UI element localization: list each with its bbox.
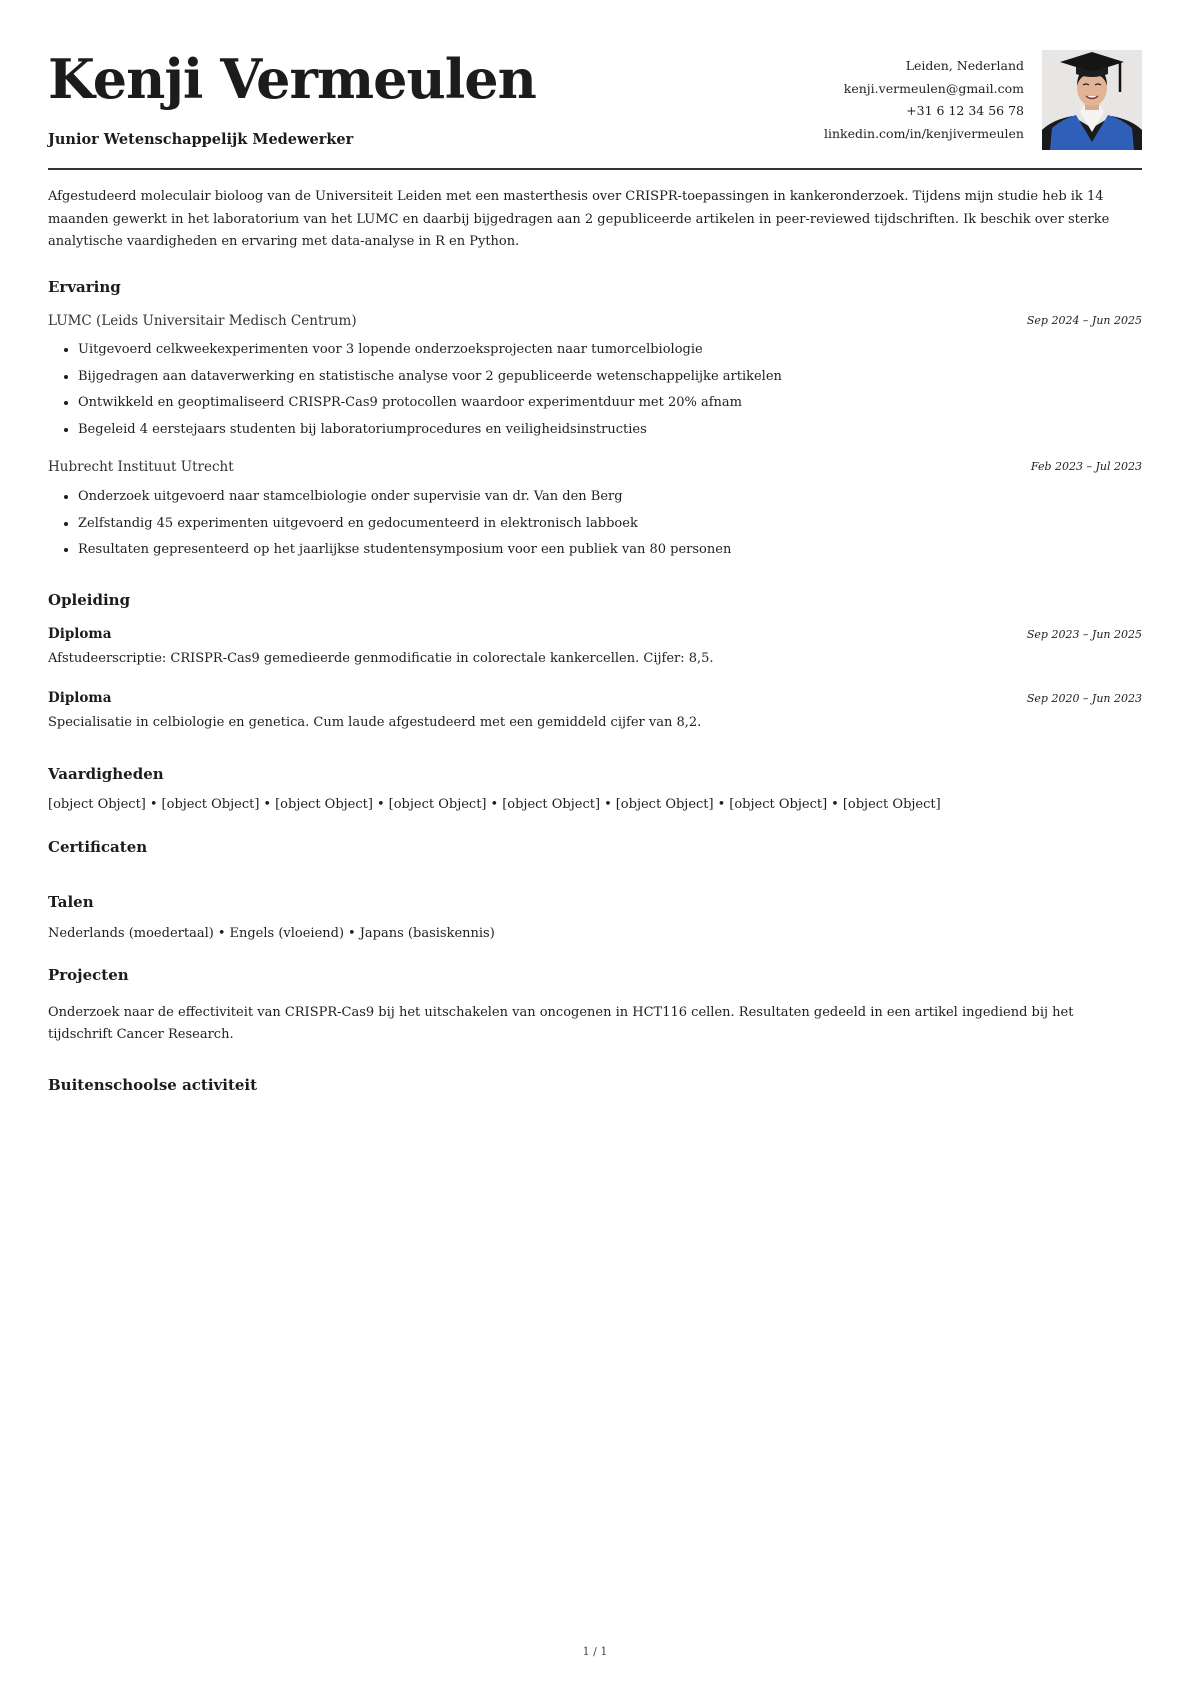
language-item: Engels (vloeiend) [229,926,345,941]
section-title-languages: Talen [48,893,94,911]
contact-block [824,55,1024,145]
resume-page [48,0,1142,1094]
experience-bullet: • Resultaten gepresenteerd op het jaarlijkse studentensymposium voor een publiek van 80 personen [78,537,731,564]
bullet-separator: • [149,797,158,812]
graduate-portrait-icon [1042,50,1142,150]
education-degree: Diploma [48,626,112,642]
bullet-separator: • [717,797,726,812]
contact-phone: +31 6 12 34 56 78 [906,103,1024,118]
resume-header [48,0,1142,170]
bullet-separator: • [217,926,226,941]
skill-item: [object Object] [842,797,941,812]
candidate-headline: Junior Wetenschappelijk Medewerker [48,131,354,148]
bullet-separator: • [376,797,385,812]
experience-bullet: • Begeleid 4 eerstejaars studenten bij laboratoriumprocedures en veiligheidsinstructies [78,417,782,444]
section-title-extracurricular: Buitenschoolse activiteit [48,1076,258,1094]
section-title-experience: Ervaring [48,278,121,296]
skill-item: [object Object] [275,797,373,812]
profile-summary: Afgestudeerd moleculair bioloog van de Universiteit Leiden met een masterthesis over CRISPR-toepassingen in kankeronderzoek. Tijdens mijn studie heb ik 14 maanden gewerkt in het laboratorium van het LUMC en daarbij bijgedragen aan 2 gepubliceerde artikelen in peer-reviewed tijdschriften. Ik beschik over sterke analytische vaardigheden en ervaring met data-analyse in R en Python. [48,189,1110,249]
skills-list [48,797,941,812]
skill-item: [object Object] [388,797,487,812]
contact-location: Leiden, Nederland [905,58,1024,73]
profile-photo [1042,50,1142,150]
education-degree: Diploma [48,690,112,706]
language-item: Japans (basiskennis) [359,926,495,941]
experience-date: Feb 2023 – Jul 2023 [1030,460,1142,473]
bullet-separator: • [831,797,839,812]
education-description: Specialisatie in celbiologie en genetica. Cum laude afgestudeerd met een gemiddeld cijfer van 8,2. [48,715,702,730]
experience-bullet: • Onderzoek uitgevoerd naar stamcelbiologie onder supervisie van dr. Van den Berg [78,484,731,511]
section-title-certificates: Certificaten [48,838,148,856]
language-item: Nederlands (moedertaal) [48,926,214,941]
section-title-skills: Vaardigheden [48,765,164,783]
bullet-separator: • [348,926,356,941]
contact-linkedin[interactable]: linkedin.com/in/kenjivermeulen [824,125,1024,141]
skill-item: [object Object] [48,797,146,812]
bullet-separator: • [490,797,499,812]
languages-list [48,926,495,941]
section-title-education: Opleiding [48,591,131,609]
experience-bullet: • Ontwikkeld en geoptimaliseerd CRISPR-Cas9 protocollen waardoor experimentduur met 20% afnam [78,390,782,417]
page-indicator: 1 / 1 [582,1645,608,1658]
experience-bullets [48,484,731,564]
header-divider [48,168,1142,170]
contact-email[interactable]: kenji.vermeulen@gmail.com [843,80,1024,96]
experience-bullets [48,337,782,443]
candidate-name: Kenji Vermeulen [48,47,536,111]
skill-item: [object Object] [502,797,601,812]
experience-bullet: • Uitgevoerd celkweekexperimenten voor 3 lopende onderzoeksprojecten naar tumorcelbiologie [78,337,782,364]
experience-bullet: • Bijgedragen aan dataverwerking en statistische analyse voor 2 gepubliceerde wetenschappelijke artikelen [78,364,782,391]
bullet-separator: • [263,797,272,812]
skill-item: [object Object] [615,797,714,812]
experience-organization: Hubrecht Instituut Utrecht [48,459,234,475]
education-description: Afstudeerscriptie: CRISPR-Cas9 gemedieerde genmodificatie in colorectale kankercellen. Cijfer: 8,5. [48,651,714,666]
skill-item: [object Object] [729,797,828,812]
section-title-projects: Projecten [48,966,129,984]
experience-date: Sep 2024 – Jun 2025 [1026,314,1142,327]
projects-description: Onderzoek naar de effectiviteit van CRISPR-Cas9 bij het uitschakelen van oncogenen in HCT116 cellen. Resultaten gedeeld in een artikel ingediend bij het tijdschrift Cancer Research. [48,1005,1074,1042]
experience-bullet: • Zelfstandig 45 experimenten uitgevoerd en gedocumenteerd in elektronisch labboek [78,511,731,538]
skill-item: [object Object] [161,797,260,812]
education-date: Sep 2020 – Jun 2023 [1026,692,1142,705]
education-date: Sep 2023 – Jun 2025 [1026,628,1142,641]
bullet-separator: • [604,797,612,812]
experience-organization: LUMC (Leids Universitair Medisch Centrum) [48,313,357,329]
